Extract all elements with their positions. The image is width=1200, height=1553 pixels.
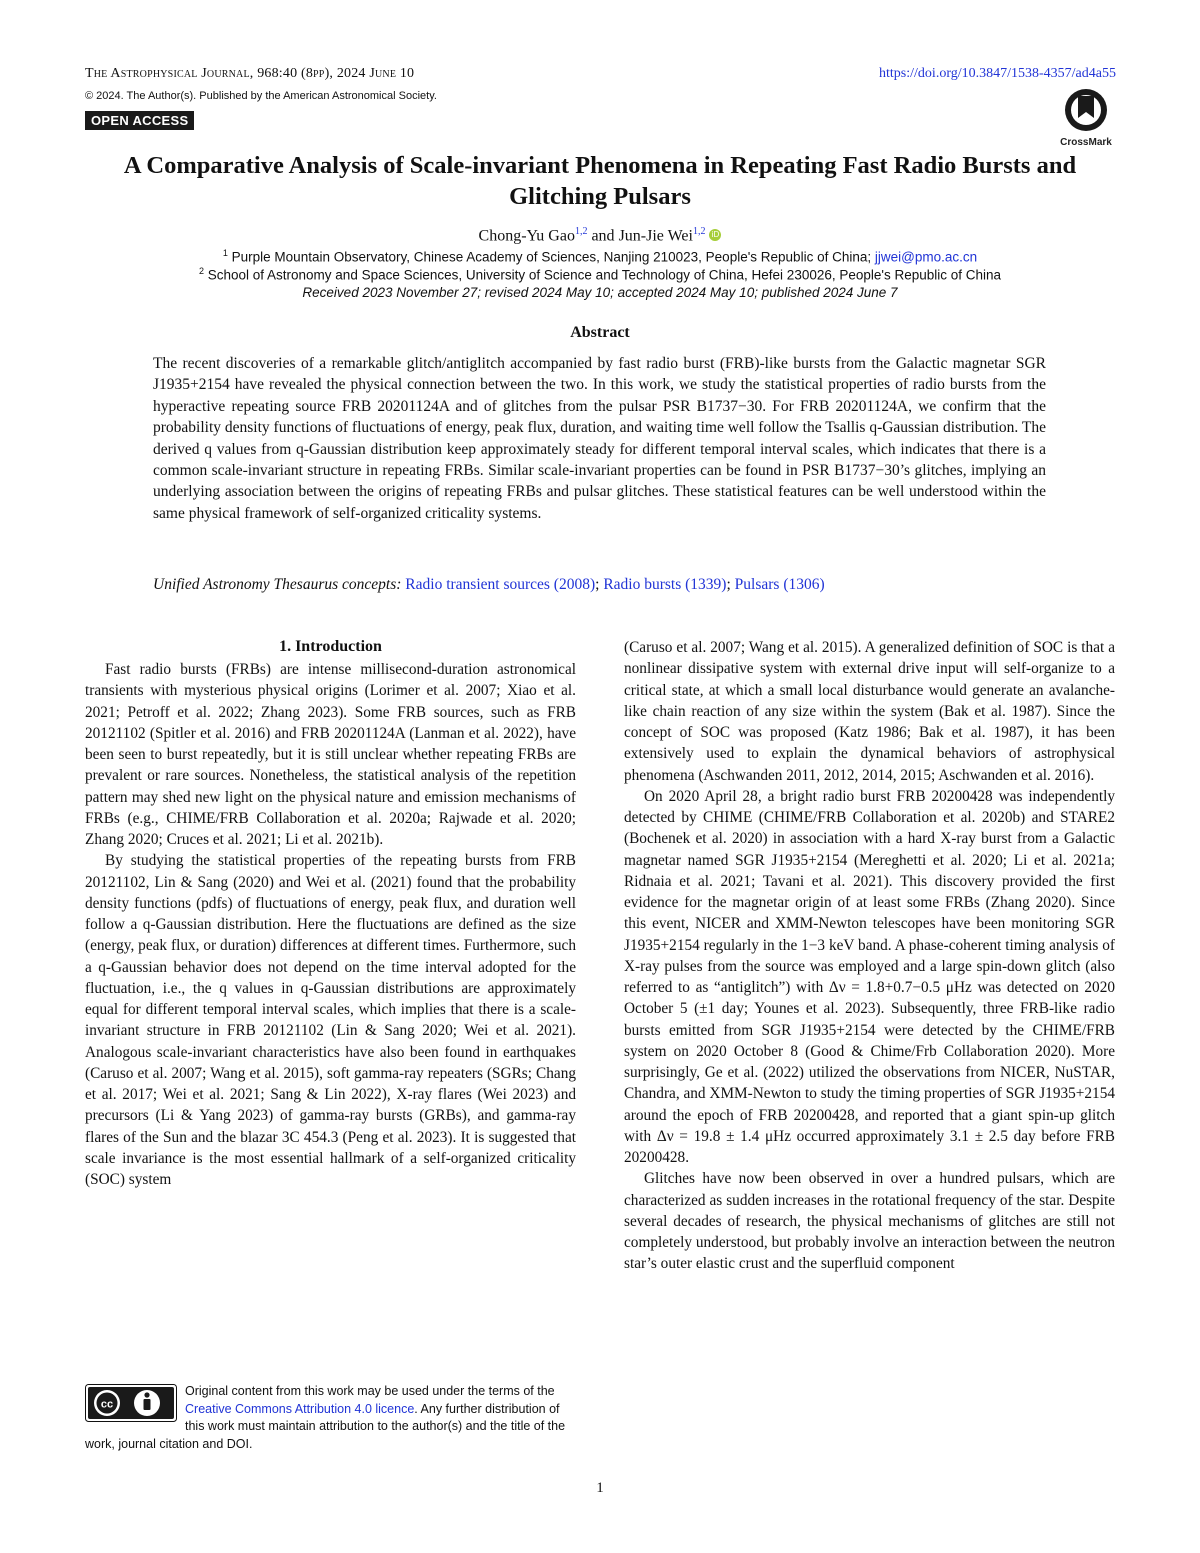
affiliation-1	[0, 248, 1200, 265]
body-paragraph: (Caruso et al. 2007; Wang et al. 2015). A generalized definition of SOC is that a nonlinear dissipative system with external drive input will self-organize to a critical state, at which a small local disturbance would generate an avalanche-like chain reaction of any size within the system (Bak et al. 1987). Since the concept of SOC was proposed (Katz 1986; Bak et al. 1987), it has been extensively used to explain the dynamical behaviors of astrophysical phenomena (Aschwanden 2011, 2012, 2014, 2015; Aschwanden et al. 2016).	[624, 639, 1115, 784]
journal-citation: The Astrophysical Journal, 968:40 (8pp), 2024 June 10	[85, 66, 415, 81]
license-text: Original content from this work may be used under the terms of the	[185, 1384, 555, 1398]
paper-title: A Comparative Analysis of Scale-invariant Phenomena in Repeating Fast Radio Bursts and Glitching Pulsars	[123, 152, 1077, 210]
uat-link[interactable]: Pulsars (1306)	[734, 576, 825, 593]
affil-marker[interactable]: 1,2	[692, 226, 706, 237]
author-list	[0, 226, 1200, 245]
page-number: 1	[596, 1480, 604, 1496]
crossmark-label: CrossMark	[1060, 137, 1112, 148]
license-notice	[85, 1383, 576, 1453]
copyright-line: © 2024. The Author(s). Published by the American Astronomical Society.	[85, 90, 437, 102]
crossmark-logo[interactable]	[1054, 88, 1118, 150]
uat-link[interactable]: Radio bursts (1339)	[603, 576, 727, 593]
affiliation-2	[0, 266, 1200, 283]
uat-link[interactable]: Radio transient sources (2008)	[405, 576, 596, 593]
affil-number: 1	[222, 248, 228, 258]
body-paragraph: By studying the statistical properties of the repeating bursts from FRB 20121102, Lin & Sang (2020) and Wei et al. (2021) found that the probability density functions (pdfs) of fluctuations of energy, peak flux, and duration well follow a q-Gaussian distribution. Here the fluctuations are defined as the size (energy, peak flux, or duration) differences at different times. Furthermore, such a q-Gaussian behavior does not depend on the time interval adopted for the fluctuation, i.e., the q values in q-Gaussian distributions are approximately equal for different temporal interval scales, which implies that there is a scale-invariant structure in FRB 20121102 (Lin & Sang 2020; Wei et al. 2021). Analogous scale-invariant characteristics have also been found in earthquakes (Caruso et al. 2007; Wang et al. 2015), soft gamma-ray repeaters (SGRs; Chang et al. 2017; Wei et al. 2021; Sang & Lin 2022), X-ray flares (Wei 2023) and precursors (Li & Yang 2023) of gamma-ray bursts (GRBs), and gamma-ray flares of the Sun and the blazar 3C 454.3 (Peng et al. 2023). It is suggested that scale invariance is the most essential hallmark of a self-organized criticality (SOC) system	[85, 852, 576, 1188]
abstract-text: The recent discoveries of a remarkable glitch/antiglitch accompanied by fast radio burst (FRB)-like bursts from the Galactic magnetar SGR J1935+2154 have revealed the physical connection between the two. In this work, we study the statistical properties of radio bursts from the hyperactive repeating source FRB 20201124A and of glitches from the pulsar PSR B1737−30. For FRB 20201124A, we confirm that the probability density functions of fluctuations of energy, peak flux, duration, and waiting time well follow the Tsallis q-Gaussian distribution. The derived q values from q-Gaussian distribution keep approximately steady for different temporal interval scales, which indicates that there is a common scale-invariant structure in repeating FRBs. Similar scale-invariant properties can be found in PSR B1737−30’s glitches, implying an underlying association between the origins of repeating FRBs and pulsar glitches. These statistical features can be well understood within the same physical framework of self-organized criticality systems.	[153, 355, 1046, 522]
affil-number: 2	[198, 266, 204, 276]
crossmark-icon	[1064, 88, 1108, 132]
section-heading: 1. Introduction	[279, 638, 382, 655]
body-paragraph: Glitches have now been observed in over a hundred pulsars, which are characterized as sudden increases in the rotational frequency of the star. Despite several decades of research, the physical mechanisms of glitches are still not completely understood, but probably involve an interaction between the neutron star’s outer elastic crust and the superfluid component	[624, 1170, 1115, 1273]
author-name: Jun-Jie Wei	[618, 227, 693, 245]
orcid-icon[interactable]: iD	[709, 229, 721, 241]
doi-link[interactable]: https://doi.org/10.3847/1538-4357/ad4a55	[879, 66, 1116, 81]
open-access-badge: OPEN ACCESS	[85, 111, 194, 130]
right-column	[624, 637, 1115, 1275]
affil-marker[interactable]: 1,2	[574, 226, 588, 237]
affil-text: Purple Mountain Observatory, Chinese Academy of Sciences, Nanjing 210023, People's Republic of China;	[231, 249, 875, 265]
affil-text: School of Astronomy and Space Sciences, University of Science and Technology of China, Hefei 230026, People's Republic of China	[207, 267, 1002, 283]
author-conjunction: and	[591, 227, 615, 245]
svg-text:cc: cc	[100, 1398, 114, 1411]
uat-label: Unified Astronomy Thesaurus concepts:	[153, 576, 402, 593]
left-column	[85, 659, 576, 1190]
cc-by-icon[interactable]	[85, 1384, 177, 1422]
uat-concepts: Unified Astronomy Thesaurus concepts: Radio transient sources (2008); Radio bursts (1339); Pulsars (1306)	[153, 576, 825, 593]
cc-license-link[interactable]: Creative Commons Attribution 4.0 licence	[185, 1401, 415, 1416]
body-paragraph: Fast radio bursts (FRBs) are intense millisecond-duration astronomical transients with mysterious physical origins (Lorimer et al. 2007; Xiao et al. 2021; Petroff et al. 2022; Zhang 2023). Some FRB sources, such as FRB 20121102 (Spitler et al. 2016) and FRB 20201124A (Lanman et al. 2022), have been seen to burst repeatedly, but it is still unclear whether repeating FRBs are prevalent or rare sources. Nonetheless, the statistical analysis of the repetition pattern may shed new light on the physical nature and emission mechanisms of FRBs (e.g., CHIME/FRB Collaboration et al. 2020a; Rajwade et al. 2020; Zhang 2020; Cruces et al. 2021; Li et al. 2021b).	[85, 661, 576, 848]
body-paragraph: On 2020 April 28, a bright radio burst FRB 20200428 was independently detected by CHIME (CHIME/FRB Collaboration et al. 2020b) and STARE2 (Bochenek et al. 2020) in association with a hard X-ray burst from a Galactic magnetar named SGR J1935+2154 (Mereghetti et al. 2020; Li et al. 2021a; Ridnaia et al. 2021; Tavani et al. 2021). This discovery provided the first evidence for the magnetar origin of at least some FRBs (Zhang 2020). Since this event, NICER and XMM-Newton telescopes have been monitoring SGR J1935+2154 regularly in the 1−3 keV band. A phase-coherent timing analysis of X-ray pulses from the source was employed and a large spin-down glitch (also referred to as “antiglitch”) with Δν = 1.8+0.7−0.5 μHz was detected on 2020 October 5 (±1 day; Younes et al. 2023). Subsequently, three FRB-like radio bursts emitted from SGR J1935+2154 were detected by the CHIME/FRB system on 2020 October 8 (Good & Chime/Frb Collaboration 2020). More surprisingly, Ge et al. (2022) utilized the observations from NICER, NuSTAR, Chandra, and XMM-Newton to study the timing properties of SGR J1935+2154 around the epoch of FRB 20200428, and reported that a giant spin-up glitch with Δν = 19.8 ± 1.4 μHz occurred approximately 3.1 ± 2.5 day before FRB 20200428.	[624, 787, 1115, 1166]
license-text: . Any further distribution of this work must maintain attribution to the author(s) and the title of the work, journal citation and DOI.	[85, 1401, 566, 1451]
email-link[interactable]: jjwei@pmo.ac.cn	[874, 249, 978, 265]
abstract-heading: Abstract	[570, 324, 630, 341]
author-name: Chong-Yu Gao	[478, 227, 575, 245]
publication-dates: Received 2023 November 27; revised 2024 May 10; accepted 2024 May 10; published 2024 June 7	[302, 285, 898, 300]
